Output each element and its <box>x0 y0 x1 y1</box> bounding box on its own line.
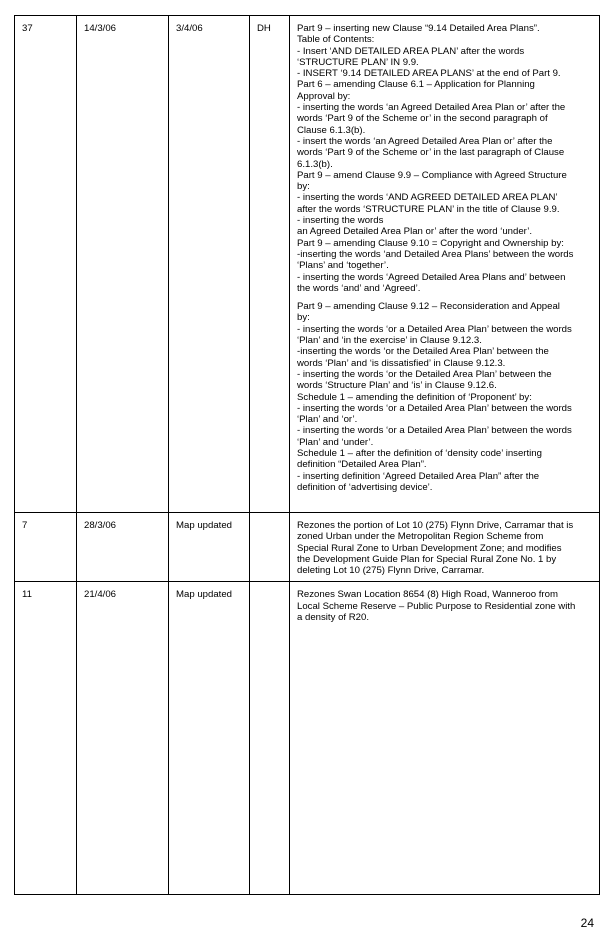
details-line: -inserting the words ‘and Detailed Area Plans’ between the words <box>297 248 574 260</box>
details-line: Part 6 – amending Clause 6.1 – Application for Planning <box>297 79 535 91</box>
details-line: - inserting the words ‘or a Detailed Area Plan’ between the words <box>297 425 572 437</box>
details-line: - inserting the words ‘an Agreed Detailed Area Plan or’ after the <box>297 102 566 114</box>
details-line: - insert the words ‘an Agreed Detailed Area Plan or’ after the <box>297 135 553 147</box>
details-line: ‘STRUCTURE PLAN’ IN 9.9. <box>297 56 419 68</box>
amendment-details <box>290 582 600 895</box>
amendment-number: 37 <box>15 16 77 513</box>
officer-initials: DH <box>250 16 290 513</box>
details-line: ‘Plan’ and ‘or’. <box>297 414 358 426</box>
details-line: Part 9 – inserting new Clause “9.14 Detailed Area Plans”. <box>297 23 540 34</box>
details-line: - inserting definition ‘Agreed Detailed Area Plan” after the <box>297 470 540 482</box>
table-row <box>15 513 600 582</box>
gazettal-date: 14/3/06 <box>77 16 169 513</box>
details-line: - inserting the words ‘or a Detailed Area Plan’ between the words <box>297 402 572 414</box>
gazettal-date: 21/4/06 <box>77 582 169 895</box>
details-line: an Agreed Detailed Area Plan or’ after the word ‘under’. <box>297 226 533 238</box>
details-line: the words ‘and’ and ‘Agreed’. <box>297 282 421 294</box>
table-row <box>15 582 600 895</box>
update-date: 3/4/06 <box>169 16 250 513</box>
details-line: ‘Plans’ and ‘together’. <box>297 260 389 272</box>
update-date: Map updated <box>169 582 250 895</box>
details-block <box>297 301 593 493</box>
details-line: words ‘Plan’ and ‘is dissatisfied’ in Clause 9.12.3. <box>297 357 506 369</box>
details-line: words ‘Part 9 of the Scheme or’ in the second paragraph of <box>297 113 548 125</box>
details-line: by: <box>297 312 310 324</box>
details-line: Table of Contents: <box>297 34 375 46</box>
amendment-details <box>290 513 600 582</box>
amendment-number: 11 <box>15 582 77 895</box>
details-line: the Development Guide Plan for Special Rural Zone No. 1 by <box>297 553 557 565</box>
details-line: - inserting the words ‘Agreed Detailed Area Plans and’ between <box>297 271 566 283</box>
details-line: Rezones Swan Location 8654 (8) High Road, Wanneroo from <box>297 589 558 601</box>
details-line: words ‘Part 9 of the Scheme or’ in the last paragraph of Clause <box>297 147 565 159</box>
details-line: after the words ‘STRUCTURE PLAN’ in the title of Clause 9.9. <box>297 203 560 215</box>
details-line: - inserting the words ‘AND AGREED DETAILED AREA PLAN’ <box>297 192 558 204</box>
details-line: - inserting the words ‘or the Detailed Area Plan’ between the <box>297 368 552 380</box>
amendments-table <box>14 15 600 895</box>
update-date: Map updated <box>169 513 250 582</box>
page-number: 24 <box>580 916 594 930</box>
officer-initials <box>250 513 290 582</box>
details-line: Special Rural Zone to Urban Development Zone; and modifies <box>297 542 562 554</box>
details-line: zoned Urban under the Metropolitan Region Scheme from <box>297 531 544 543</box>
details-line: - inserting the words ‘or a Detailed Area Plan’ between the words <box>297 323 572 335</box>
details-line: Schedule 1 – after the definition of ‘density code’ inserting <box>297 447 542 459</box>
details-line: ‘Plan’ and ‘under’. <box>297 436 374 448</box>
details-line: words ‘Structure Plan’ and ‘is’ in Clause 9.12.6. <box>297 380 497 392</box>
details-block <box>297 520 593 576</box>
details-line: Clause 6.1.3(b). <box>297 124 366 136</box>
details-line: - inserting the words <box>297 215 384 227</box>
details-line: deleting Lot 10 (275) Flynn Drive, Carramar. <box>297 565 485 577</box>
details-line: Part 9 – amending Clause 9.12 – Reconsideration and Appeal <box>297 301 560 313</box>
gazettal-date: 28/3/06 <box>77 513 169 582</box>
amendment-number: 7 <box>15 513 77 582</box>
details-line: definition “Detailed Area Plan”. <box>297 459 427 471</box>
officer-initials <box>250 582 290 895</box>
details-line: - INSERT ‘9.14 DETAILED AREA PLANS’ at the end of Part 9. <box>297 68 561 80</box>
details-line: a density of R20. <box>297 612 369 624</box>
details-block <box>297 23 593 294</box>
details-line: by: <box>297 181 310 193</box>
details-block <box>297 589 593 623</box>
details-line: Part 9 – amending Clause 9.10 = Copyright and Ownership by: <box>297 237 564 249</box>
details-line: ‘Plan’ and ‘in the exercise’ in Clause 9.12.3. <box>297 335 482 347</box>
details-line: definition of ‘advertising device’. <box>297 481 433 493</box>
details-line: Rezones the portion of Lot 10 (275) Flynn Drive, Carramar that is <box>297 520 574 531</box>
details-line: - Insert ‘AND DETAILED AREA PLAN’ after the words <box>297 45 525 57</box>
table-row <box>15 16 600 513</box>
details-line: -inserting the words ‘or the Detailed Area Plan’ between the <box>297 346 549 358</box>
details-line: Schedule 1 – amending the definition of ‘Proponent’ by: <box>297 391 532 403</box>
details-line: Local Scheme Reserve – Public Purpose to Residential zone with <box>297 600 576 612</box>
details-line: 6.1.3(b). <box>297 158 333 170</box>
amendment-details <box>290 16 600 513</box>
details-line: Approval by: <box>297 90 351 102</box>
details-line: Part 9 – amend Clause 9.9 – Compliance with Agreed Structure <box>297 169 567 181</box>
